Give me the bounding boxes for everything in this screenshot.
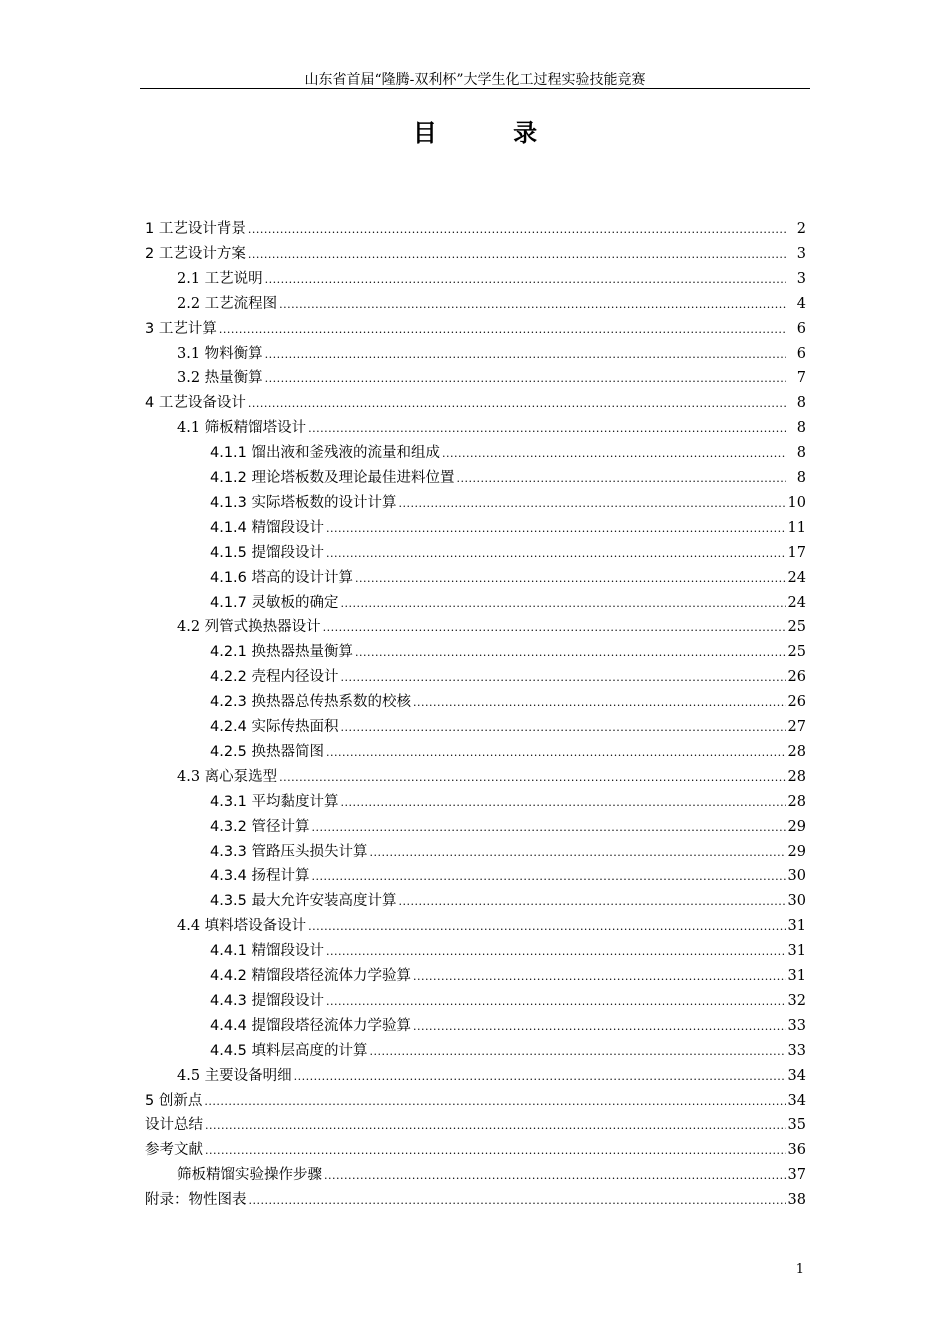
toc-entry-page: 17 <box>787 544 806 561</box>
toc-entry-label: 设计总结 <box>145 1117 203 1134</box>
toc-entry-label: 4.3 离心泵选型 <box>177 768 278 785</box>
toc-entry[interactable] <box>145 243 806 265</box>
toc-entry[interactable] <box>210 492 806 514</box>
toc-entry[interactable] <box>210 1015 806 1037</box>
toc-dot-leader <box>219 319 786 341</box>
toc-entry-label: 4.3.3 管路压头损失计算 <box>210 843 368 860</box>
toc-entry-page: 29 <box>787 818 806 835</box>
toc-entry-page: 8 <box>796 470 806 486</box>
toc-dot-leader <box>308 916 785 938</box>
toc-entry[interactable] <box>210 1040 806 1062</box>
toc-dot-leader <box>248 219 786 241</box>
toc-entry[interactable] <box>145 1189 806 1211</box>
toc-dot-leader <box>248 244 786 266</box>
toc-entry-page: 8 <box>796 445 806 462</box>
toc-entry-page: 8 <box>796 395 806 412</box>
toc-entry[interactable] <box>177 417 806 439</box>
toc-entry[interactable] <box>210 592 806 614</box>
toc-entry-page: 30 <box>787 868 806 885</box>
toc-entry[interactable] <box>145 218 806 240</box>
toc-entry-page: 3 <box>796 270 806 287</box>
toc-entry-page: 32 <box>787 992 806 1009</box>
toc-entry-label: 4.1.5 提馏段设计 <box>210 544 325 561</box>
toc-dot-leader <box>205 1140 786 1162</box>
toc-entry[interactable] <box>177 293 806 315</box>
toc-dot-leader <box>248 393 786 415</box>
toc-entry[interactable] <box>145 392 806 414</box>
toc-entry[interactable] <box>145 1114 806 1136</box>
toc-dot-leader <box>341 593 786 615</box>
toc-entry-label: 4.2.2 壳程内径设计 <box>210 669 339 686</box>
toc-entry[interactable] <box>177 616 806 638</box>
toc-entry-label: 4.3.4 扬程计算 <box>210 868 310 885</box>
toc-dot-leader <box>399 493 786 515</box>
toc-dot-leader <box>341 792 786 814</box>
toc-dot-leader <box>326 742 786 764</box>
toc-entry-page: 25 <box>787 644 806 661</box>
toc-dot-leader <box>326 941 786 963</box>
toc-entry-label: 4.2.1 换热器热量衡算 <box>210 644 354 661</box>
toc-dot-leader <box>326 543 786 565</box>
toc-entry-label: 1 工艺设计背景 <box>145 221 246 237</box>
toc-title: 目 录 <box>412 118 572 147</box>
toc-entry-page: 28 <box>787 743 806 760</box>
toc-entry-page: 35 <box>787 1117 806 1134</box>
toc-dot-leader <box>308 418 786 440</box>
toc-entry[interactable] <box>145 318 806 340</box>
toc-entry-page: 24 <box>787 569 806 586</box>
toc-entry[interactable] <box>177 1065 806 1087</box>
toc-entry-label: 4.3.2 管径计算 <box>210 818 310 835</box>
toc-entry-page: 31 <box>787 918 806 935</box>
toc-entry[interactable] <box>210 816 806 838</box>
toc-entry-page: 26 <box>787 694 806 711</box>
toc-entry-page: 29 <box>787 843 806 860</box>
toc-entry[interactable] <box>210 791 806 813</box>
toc-entry-page: 26 <box>787 669 806 686</box>
toc-entry-label: 3 工艺计算 <box>145 320 217 337</box>
toc-entry-page: 2 <box>796 221 806 237</box>
toc-entry-label: 5 创新点 <box>145 1092 203 1109</box>
toc-entry-page: 34 <box>787 1092 806 1109</box>
toc-dot-leader <box>323 617 786 639</box>
toc-dot-leader <box>355 642 786 664</box>
toc-entry-label: 4.5 主要设备明细 <box>177 1067 292 1084</box>
toc-dot-leader <box>265 344 786 366</box>
toc-entry-page: 24 <box>787 594 806 611</box>
toc-dot-leader <box>204 1091 785 1113</box>
toc-dot-leader <box>413 1016 786 1038</box>
toc-entry[interactable] <box>177 1164 806 1186</box>
toc-entry-label: 4.1.1 馏出液和釜残液的流量和组成 <box>210 445 441 462</box>
toc-entry-page: 6 <box>796 320 806 337</box>
toc-entry-page: 25 <box>787 619 806 636</box>
toc-entry-page: 28 <box>787 768 806 785</box>
toc-entry-label: 4.2 列管式换热器设计 <box>177 619 321 636</box>
page-number: 1 <box>795 1262 804 1277</box>
toc-entry[interactable] <box>210 965 806 987</box>
toc-dot-leader <box>294 1066 786 1088</box>
toc-entry-label: 4.4.1 精馏段设计 <box>210 943 325 960</box>
toc-dot-leader <box>312 817 786 839</box>
toc-entry-label: 4.1.4 精馏段设计 <box>210 519 325 536</box>
toc-entry-label: 4.1 筛板精馏塔设计 <box>177 420 307 437</box>
toc-entry[interactable] <box>177 766 806 788</box>
toc-entry-label: 4.4.3 提馏段设计 <box>210 992 325 1009</box>
toc-entry-label: 3.1 物料衡算 <box>177 345 263 362</box>
toc-entry-page: 31 <box>787 943 806 960</box>
toc-entry-label: 4.4.5 填料层高度的计算 <box>210 1042 368 1059</box>
toc-entry[interactable] <box>210 567 806 589</box>
toc-dot-leader <box>370 842 786 864</box>
toc-dot-leader <box>355 568 786 590</box>
toc-entry-label: 2 工艺设计方案 <box>145 245 246 262</box>
toc-entry[interactable] <box>177 915 806 937</box>
toc-entry-page: 4 <box>796 295 806 312</box>
toc-entry-page: 28 <box>787 793 806 810</box>
toc-dot-leader <box>413 692 786 714</box>
toc-entry-page: 36 <box>787 1142 806 1159</box>
toc-entry-page: 27 <box>787 719 806 735</box>
toc-dot-leader <box>399 891 786 913</box>
toc-entry-page: 34 <box>787 1067 806 1084</box>
toc-entry[interactable] <box>210 691 806 713</box>
toc-entry[interactable] <box>210 990 806 1012</box>
toc-entry[interactable] <box>210 940 806 962</box>
toc-entry-page: 37 <box>787 1167 806 1184</box>
toc-entry[interactable] <box>210 841 806 863</box>
toc-entry-label: 4.2.4 实际传热面积 <box>210 719 339 735</box>
toc-entry-page: 33 <box>787 1017 806 1034</box>
toc-entry-page: 7 <box>796 370 806 387</box>
header-rule <box>140 88 810 89</box>
toc-dot-leader <box>249 1190 786 1212</box>
toc-dot-leader <box>341 717 786 739</box>
toc-entry-label: 4.1.2 理论塔板数及理论最佳进料位置 <box>210 470 455 486</box>
toc-entry[interactable] <box>177 268 806 290</box>
toc-entry-label: 4.3.5 最大允许安装高度计算 <box>210 893 397 910</box>
toc-dot-leader <box>413 966 786 988</box>
toc-dot-leader <box>457 468 786 490</box>
toc-entry-page: 38 <box>787 1192 806 1209</box>
toc-entry-page: 30 <box>787 893 806 910</box>
toc-entry-label: 4.2.3 换热器总传热系数的校核 <box>210 694 412 711</box>
toc-entry-page: 10 <box>787 494 806 511</box>
toc-entry-label: 4.4 填料塔设备设计 <box>177 918 307 935</box>
toc-entry[interactable] <box>210 542 806 564</box>
toc-dot-leader <box>265 269 786 291</box>
toc-entry-label: 4.1.6 塔高的设计计算 <box>210 569 354 586</box>
toc-entry-label: 2.1 工艺说明 <box>177 270 263 287</box>
toc-entry[interactable] <box>210 716 806 738</box>
toc-dot-leader <box>312 866 786 888</box>
toc-dot-leader <box>326 518 786 540</box>
toc-entry[interactable] <box>177 343 806 365</box>
toc-entry-label: 4.1.3 实际塔板数的设计计算 <box>210 494 397 511</box>
toc-entry-label: 4.3.1 平均黏度计算 <box>210 793 339 810</box>
toc-dot-leader <box>442 443 786 465</box>
toc-dot-leader <box>279 767 785 789</box>
toc-entry-label: 4 工艺设备设计 <box>145 395 246 412</box>
toc-entry[interactable] <box>210 517 806 539</box>
toc-entry[interactable] <box>210 865 806 887</box>
toc-entry-page: 3 <box>796 245 806 262</box>
toc-dot-leader <box>324 1165 786 1187</box>
toc-entry[interactable] <box>210 666 806 688</box>
toc-entry-label: 3.2 热量衡算 <box>177 370 263 387</box>
toc-entry-page: 33 <box>787 1042 806 1059</box>
toc-entry-label: 2.2 工艺流程图 <box>177 295 278 312</box>
toc-entry[interactable] <box>210 442 806 464</box>
toc-dot-leader <box>265 368 786 390</box>
toc-entry-label: 附录：物性图表 <box>145 1192 247 1209</box>
toc-entry[interactable] <box>210 641 806 663</box>
toc-entry-label: 4.4.2 精馏段塔径流体力学验算 <box>210 968 412 984</box>
toc-entry-label: 参考文献 <box>145 1142 203 1159</box>
toc-entry-page: 6 <box>796 345 806 362</box>
toc-entry[interactable] <box>145 1139 806 1161</box>
toc-entry-label: 4.4.4 提馏段塔径流体力学验算 <box>210 1017 412 1034</box>
toc-entry-page: 31 <box>787 968 806 984</box>
toc-entry-label: 筛板精馏实验操作步骤 <box>177 1167 322 1184</box>
toc-entry[interactable] <box>210 467 806 489</box>
toc-entry-page: 11 <box>787 519 806 536</box>
toc-entry-label: 4.2.5 换热器简图 <box>210 743 325 760</box>
toc-entry-label: 4.1.7 灵敏板的确定 <box>210 594 339 611</box>
toc-entry[interactable] <box>145 1090 806 1112</box>
toc-entry[interactable] <box>177 367 806 389</box>
toc-entry[interactable] <box>210 890 806 912</box>
toc-dot-leader <box>341 667 786 689</box>
toc-dot-leader <box>326 991 786 1013</box>
toc-dot-leader <box>205 1115 786 1137</box>
toc-entry[interactable] <box>210 741 806 763</box>
toc-dot-leader <box>370 1041 786 1063</box>
toc-entry-page: 8 <box>796 420 806 437</box>
page-header: 山东省首届“隆腾-双利杯”大学生化工过程实验技能竞赛 <box>304 72 646 88</box>
toc-dot-leader <box>279 294 786 316</box>
